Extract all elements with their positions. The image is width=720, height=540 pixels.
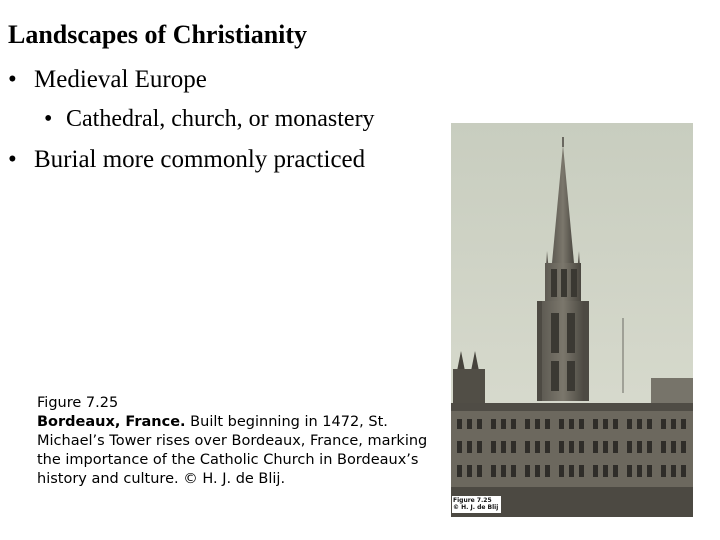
bullet-marker: • bbox=[8, 146, 17, 173]
figure-caption bbox=[37, 394, 437, 489]
bullet-cathedral bbox=[44, 106, 375, 133]
tower-illustration bbox=[451, 123, 693, 517]
photo-credit bbox=[452, 496, 501, 513]
photo-credit-figure: Figure 7.25 bbox=[453, 497, 492, 504]
figure-description: Built beginning in 1472, St. Michael’s Tower rises over Bordeaux, France, marking the importance of the Catholic Church in Bordeaux’s history and culture. © H. J. de Blij. bbox=[37, 414, 428, 487]
photo-credit-author: © H. J. de Blij bbox=[453, 504, 499, 511]
bullet-text: Medieval Europe bbox=[34, 66, 207, 93]
st-michaels-tower-photo bbox=[451, 123, 693, 517]
figure-number: Figure 7.25 bbox=[37, 395, 119, 411]
bullet-text: Burial more commonly practiced bbox=[34, 146, 366, 173]
bullet-medieval-europe bbox=[8, 66, 207, 94]
bullet-marker: • bbox=[8, 66, 17, 93]
bullet-marker: • bbox=[44, 106, 53, 132]
slide-title: Landscapes of Christianity bbox=[8, 20, 308, 49]
bullet-text: Cathedral, church, or monastery bbox=[66, 106, 375, 132]
figure-location: Bordeaux, France. bbox=[37, 414, 186, 430]
bullet-burial bbox=[8, 146, 365, 174]
